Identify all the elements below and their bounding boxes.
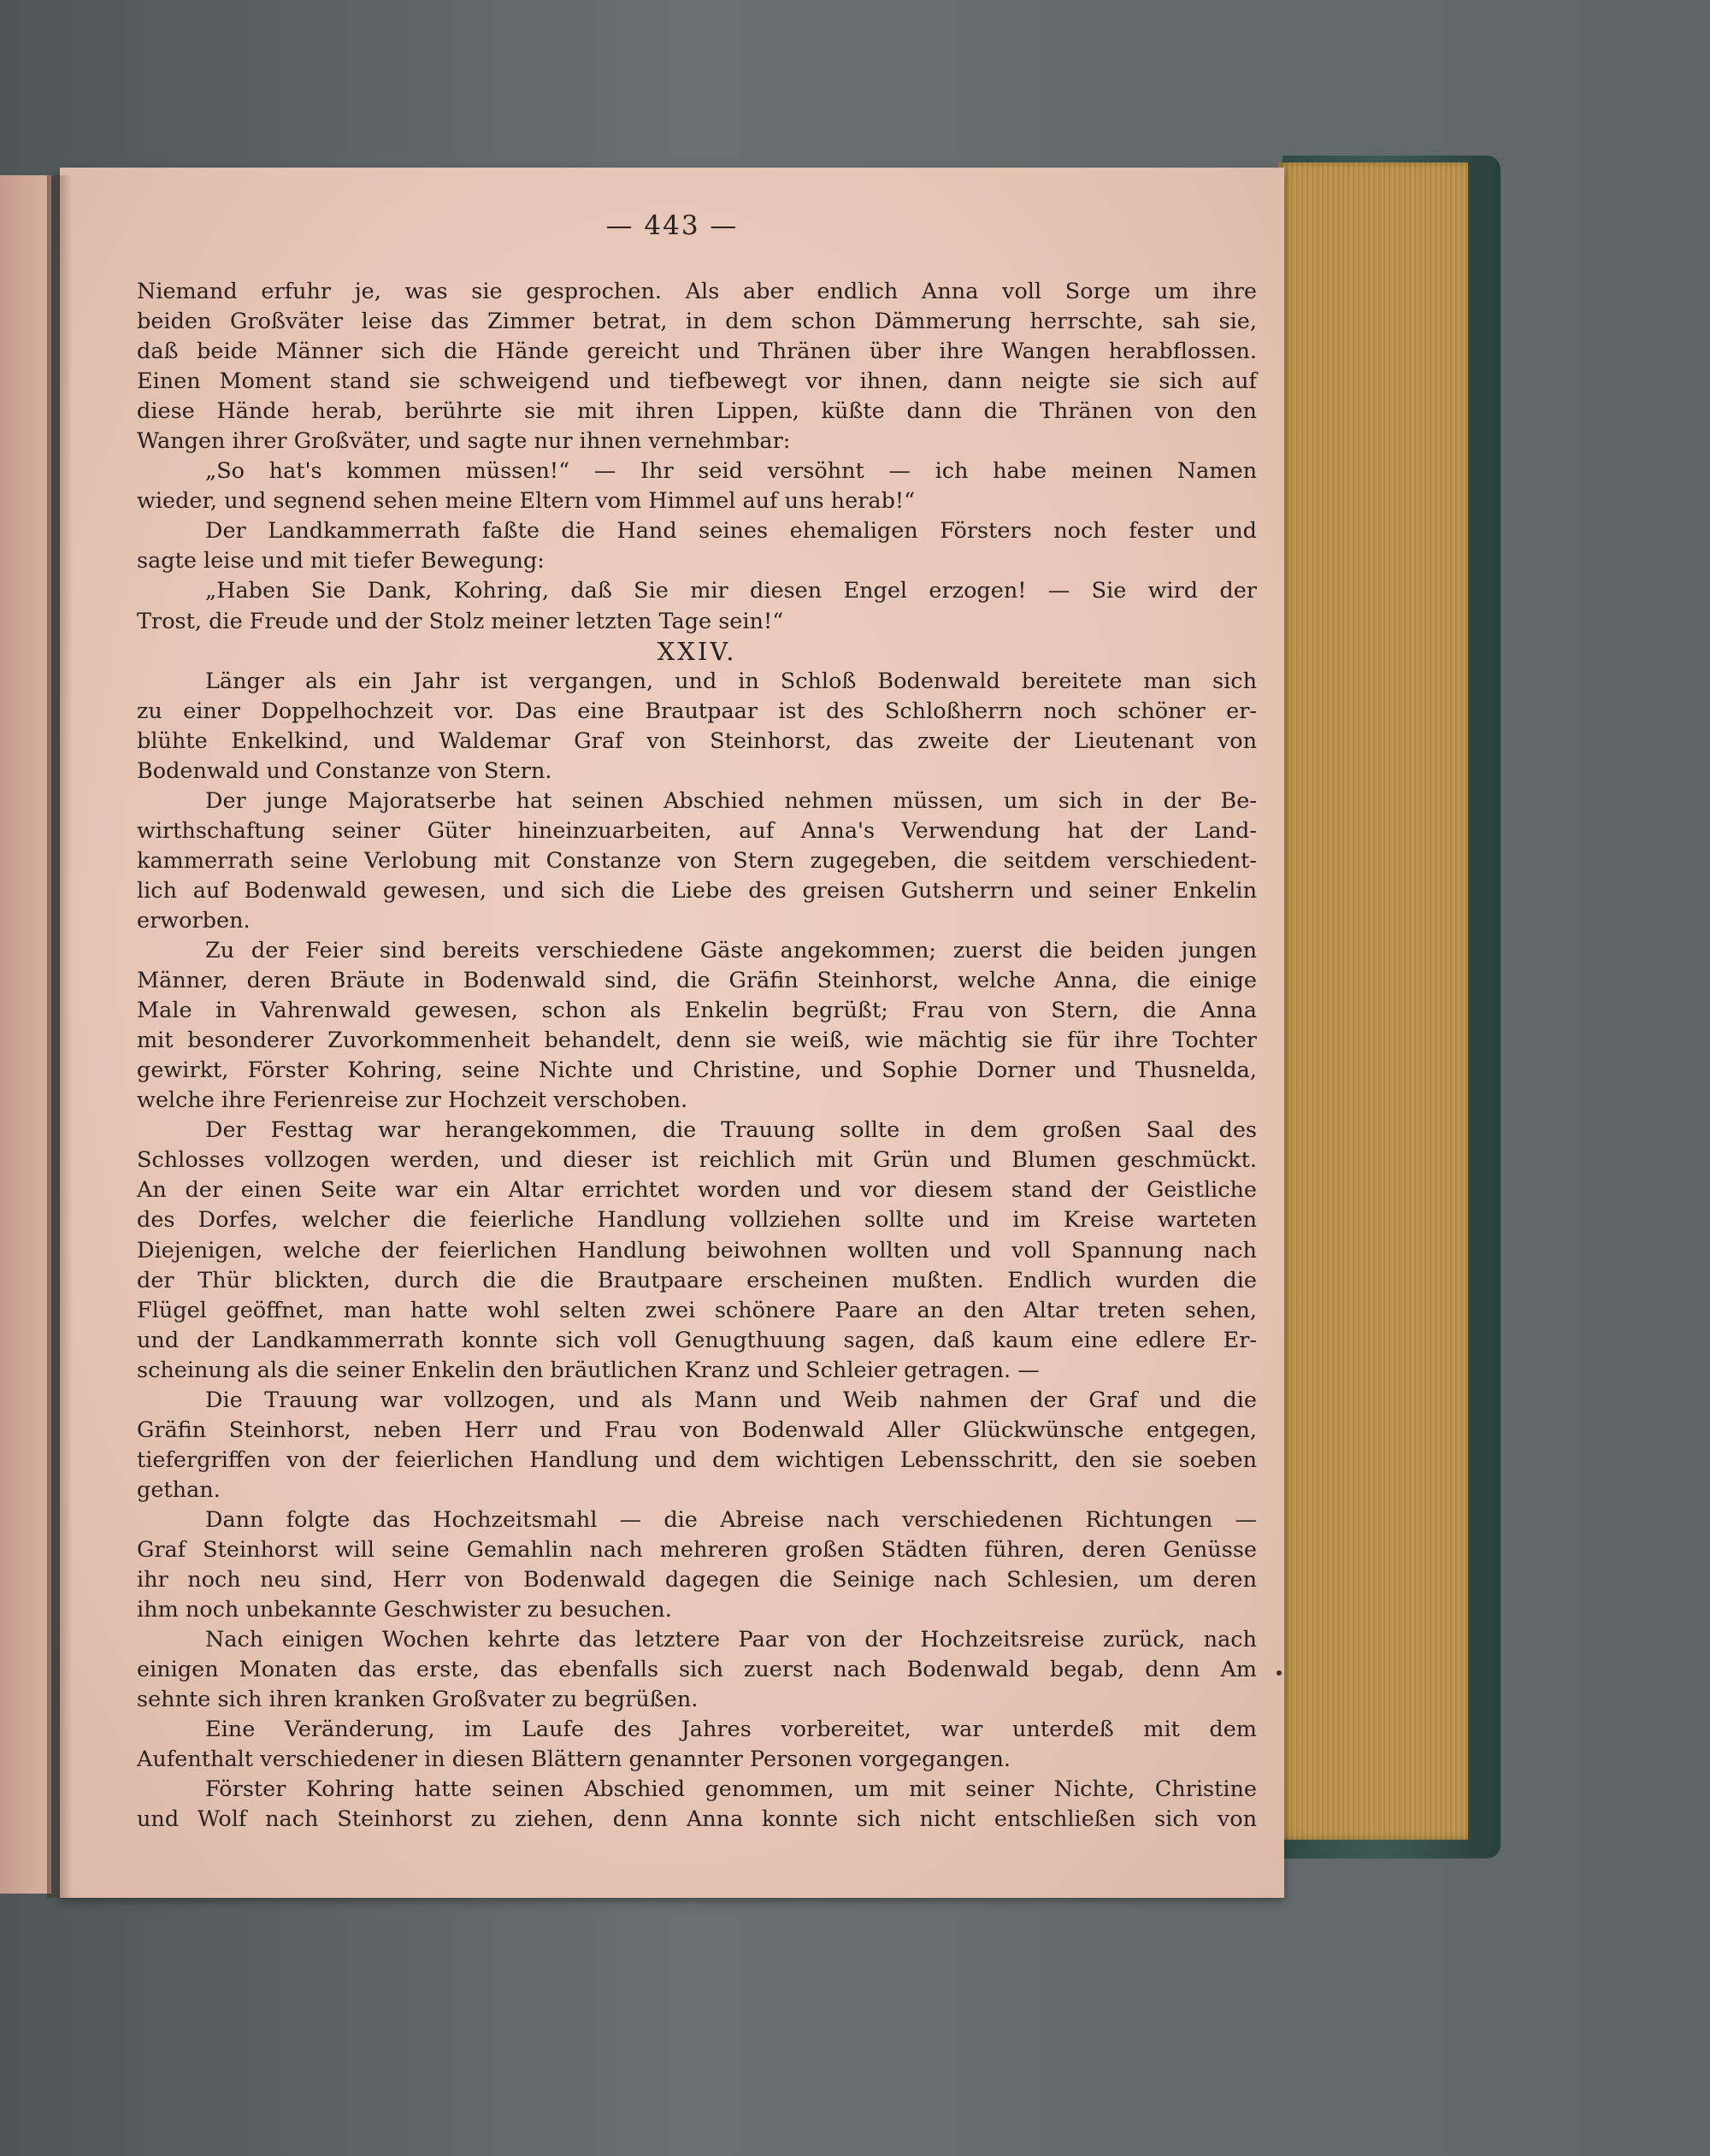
text-line: sagte leise und mit tiefer Bewegung: xyxy=(137,548,545,574)
text-line: ihm noch unbekannte Geschwister zu besuchen. xyxy=(137,1597,672,1623)
text-line: zu einer Doppelhochzeit vor. Das eine Brautpaar ist des Schloßherrn noch schöner er- xyxy=(137,698,1257,724)
text-line: Zu der Feier sind bereits verschiedene Gäste angekommen; zuerst die beiden jungen xyxy=(205,938,1257,964)
text-line: wirthschaftung seiner Güter hineinzuarbeiten, auf Anna's Verwendung hat der Land- xyxy=(137,817,1257,844)
book-page xyxy=(60,168,1284,1898)
gutter-shadow xyxy=(47,175,73,1898)
text-line: und Wolf nach Steinhorst zu ziehen, denn Anna konnte sich nicht entschließen sich von xyxy=(137,1806,1257,1833)
text-line: mit besonderer Zuvorkommenheit behandelt, denn sie weiß, wie mächtig sie für ihre Tochter xyxy=(137,1028,1257,1054)
text-line: Eine Veränderung, im Laufe des Jahres vorbereitet, war unterdeß mit dem xyxy=(205,1717,1257,1743)
text-line: Einen Moment stand sie schweigend und tiefbewegt vor ihnen, dann neigte sie sich auf xyxy=(137,368,1257,395)
text-line: Wangen ihrer Großväter, und sagte nur ihnen vernehmbar: xyxy=(137,428,791,455)
text-line: Aufenthalt verschiedener in diesen Blättern genannter Personen vorgegangen. xyxy=(137,1747,1011,1773)
text-line: „So hat's kommen müssen!“ — Ihr seid versöhnt — ich habe meinen Namen xyxy=(205,458,1257,485)
text-line: erworben. xyxy=(137,907,251,934)
text-line: Förster Kohring hatte seinen Abschied genommen, um mit seiner Nichte, Christine xyxy=(205,1776,1257,1803)
page-text xyxy=(137,277,1257,1835)
text-line: sehnte sich ihren kranken Großvater zu begrüßen. xyxy=(137,1687,699,1713)
page-edges xyxy=(1278,162,1468,1840)
text-line: Graf Steinhorst will seine Gemahlin nach mehreren großen Städten führen, deren Genüsse xyxy=(137,1536,1257,1563)
text-line: Der junge Majoratserbe hat seinen Abschied nehmen müssen, um sich in der Be- xyxy=(205,787,1257,814)
text-line: blühte Enkelkind, und Waldemar Graf von Steinhorst, das zweite der Lieutenant von xyxy=(137,728,1257,754)
text-line: kammerrath seine Verlobung mit Constanze von Stern zugegeben, die seitdem verschiedent- xyxy=(137,847,1257,874)
text-line: Gräfin Steinhorst, neben Herr und Frau von Bodenwald Aller Glückwünsche entgegen, xyxy=(137,1417,1257,1443)
page-number: — 443 — xyxy=(605,210,739,241)
text-line: Schlosses vollzogen werden, und dieser ist reichlich mit Grün und Blumen geschmückt. xyxy=(137,1147,1257,1174)
text-line: Male in Vahrenwald gewesen, schon als Enkelin begrüßt; Frau von Stern, die Anna xyxy=(137,998,1257,1024)
text-line: Trost, die Freude und der Stolz meiner letzten Tage sein!“ xyxy=(137,608,784,634)
text-line: „Haben Sie Dank, Kohring, daß Sie mir diesen Engel erzogen! — Sie wird der xyxy=(205,578,1257,604)
margin-mark xyxy=(1277,1670,1282,1676)
text-line: beiden Großväter leise das Zimmer betrat, in dem schon Dämmerung herrschte, sah sie, xyxy=(137,309,1257,335)
text-line: Dann folgte das Hochzeitsmahl — die Abreise nach verschiedenen Richtungen — xyxy=(205,1506,1257,1533)
text-line: gewirkt, Förster Kohring, seine Nichte und Christine, und Sophie Dorner und Thusnelda, xyxy=(137,1057,1257,1084)
text-line: Männer, deren Bräute in Bodenwald sind, die Gräfin Steinhorst, welche Anna, die einige xyxy=(137,968,1257,994)
text-line: ihr noch neu sind, Herr von Bodenwald dagegen die Seinige nach Schlesien, um deren xyxy=(137,1567,1257,1593)
text-line: einigen Monaten das erste, das ebenfalls sich zuerst nach Bodenwald begab, denn Am xyxy=(137,1657,1257,1683)
text-line: Niemand erfuhr je, was sie gesprochen. Als aber endlich Anna voll Sorge um ihre xyxy=(137,279,1257,304)
text-line: Der Landkammerrath faßte die Hand seines ehemaligen Försters noch fester und xyxy=(205,518,1257,545)
text-line: daß beide Männer sich die Hände gereicht und Thränen über ihre Wangen herabflossen. xyxy=(137,339,1257,365)
text-line: welche ihre Ferienreise zur Hochzeit verschoben. xyxy=(137,1087,688,1114)
text-line: tiefergriffen von der feierlichen Handlung und dem wichtigen Lebensschritt, den sie soeben xyxy=(137,1446,1257,1473)
chapter-heading: XXIV. xyxy=(657,636,737,666)
text-line: lich auf Bodenwald gewesen, und sich die Liebe des greisen Gutsherrn und seiner Enkelin xyxy=(137,877,1257,904)
text-line: und der Landkammerrath konnte sich voll Genugthuung sagen, daß kaum eine edlere Er- xyxy=(137,1327,1257,1353)
text-line: Bodenwald und Constanze von Stern. xyxy=(137,757,552,784)
text-line: Nach einigen Wochen kehrte das letztere Paar von der Hochzeitsreise zurück, nach xyxy=(205,1627,1257,1653)
text-line: diese Hände herab, berührte sie mit ihren Lippen, küßte dann die Thränen von den xyxy=(137,398,1257,425)
text-line: scheinung als die seiner Enkelin den bräutlichen Kranz und Schleier getragen. — xyxy=(137,1357,1040,1383)
text-line: des Dorfes, welcher die feierliche Handlung vollziehen sollte und im Kreise warteten xyxy=(137,1207,1257,1234)
text-line: wieder, und segnend sehen meine Eltern vom Himmel auf uns herab!“ xyxy=(137,488,916,515)
text-line: der Thür blickten, durch die die Brautpaare erscheinen mußten. Endlich wurden die xyxy=(137,1267,1257,1293)
text-line: Flügel geöffnet, man hatte wohl selten zwei schönere Paare an den Altar treten sehen, xyxy=(137,1297,1257,1323)
text-line: Diejenigen, welche der feierlichen Handlung beiwohnen wollten und voll Spannung nach xyxy=(137,1237,1257,1264)
left-page-edge xyxy=(0,175,51,1894)
text-line: gethan. xyxy=(137,1476,221,1503)
text-line: Der Festtag war herangekommen, die Trauung sollte in dem großen Saal des xyxy=(205,1117,1257,1144)
text-line: Die Trauung war vollzogen, und als Mann und Weib nahmen der Graf und die xyxy=(205,1387,1257,1413)
text-line: An der einen Seite war ein Altar errichtet worden und vor diesem stand der Geistliche xyxy=(137,1177,1257,1204)
text-line: Länger als ein Jahr ist vergangen, und in Schloß Bodenwald bereitete man sich xyxy=(205,668,1257,694)
